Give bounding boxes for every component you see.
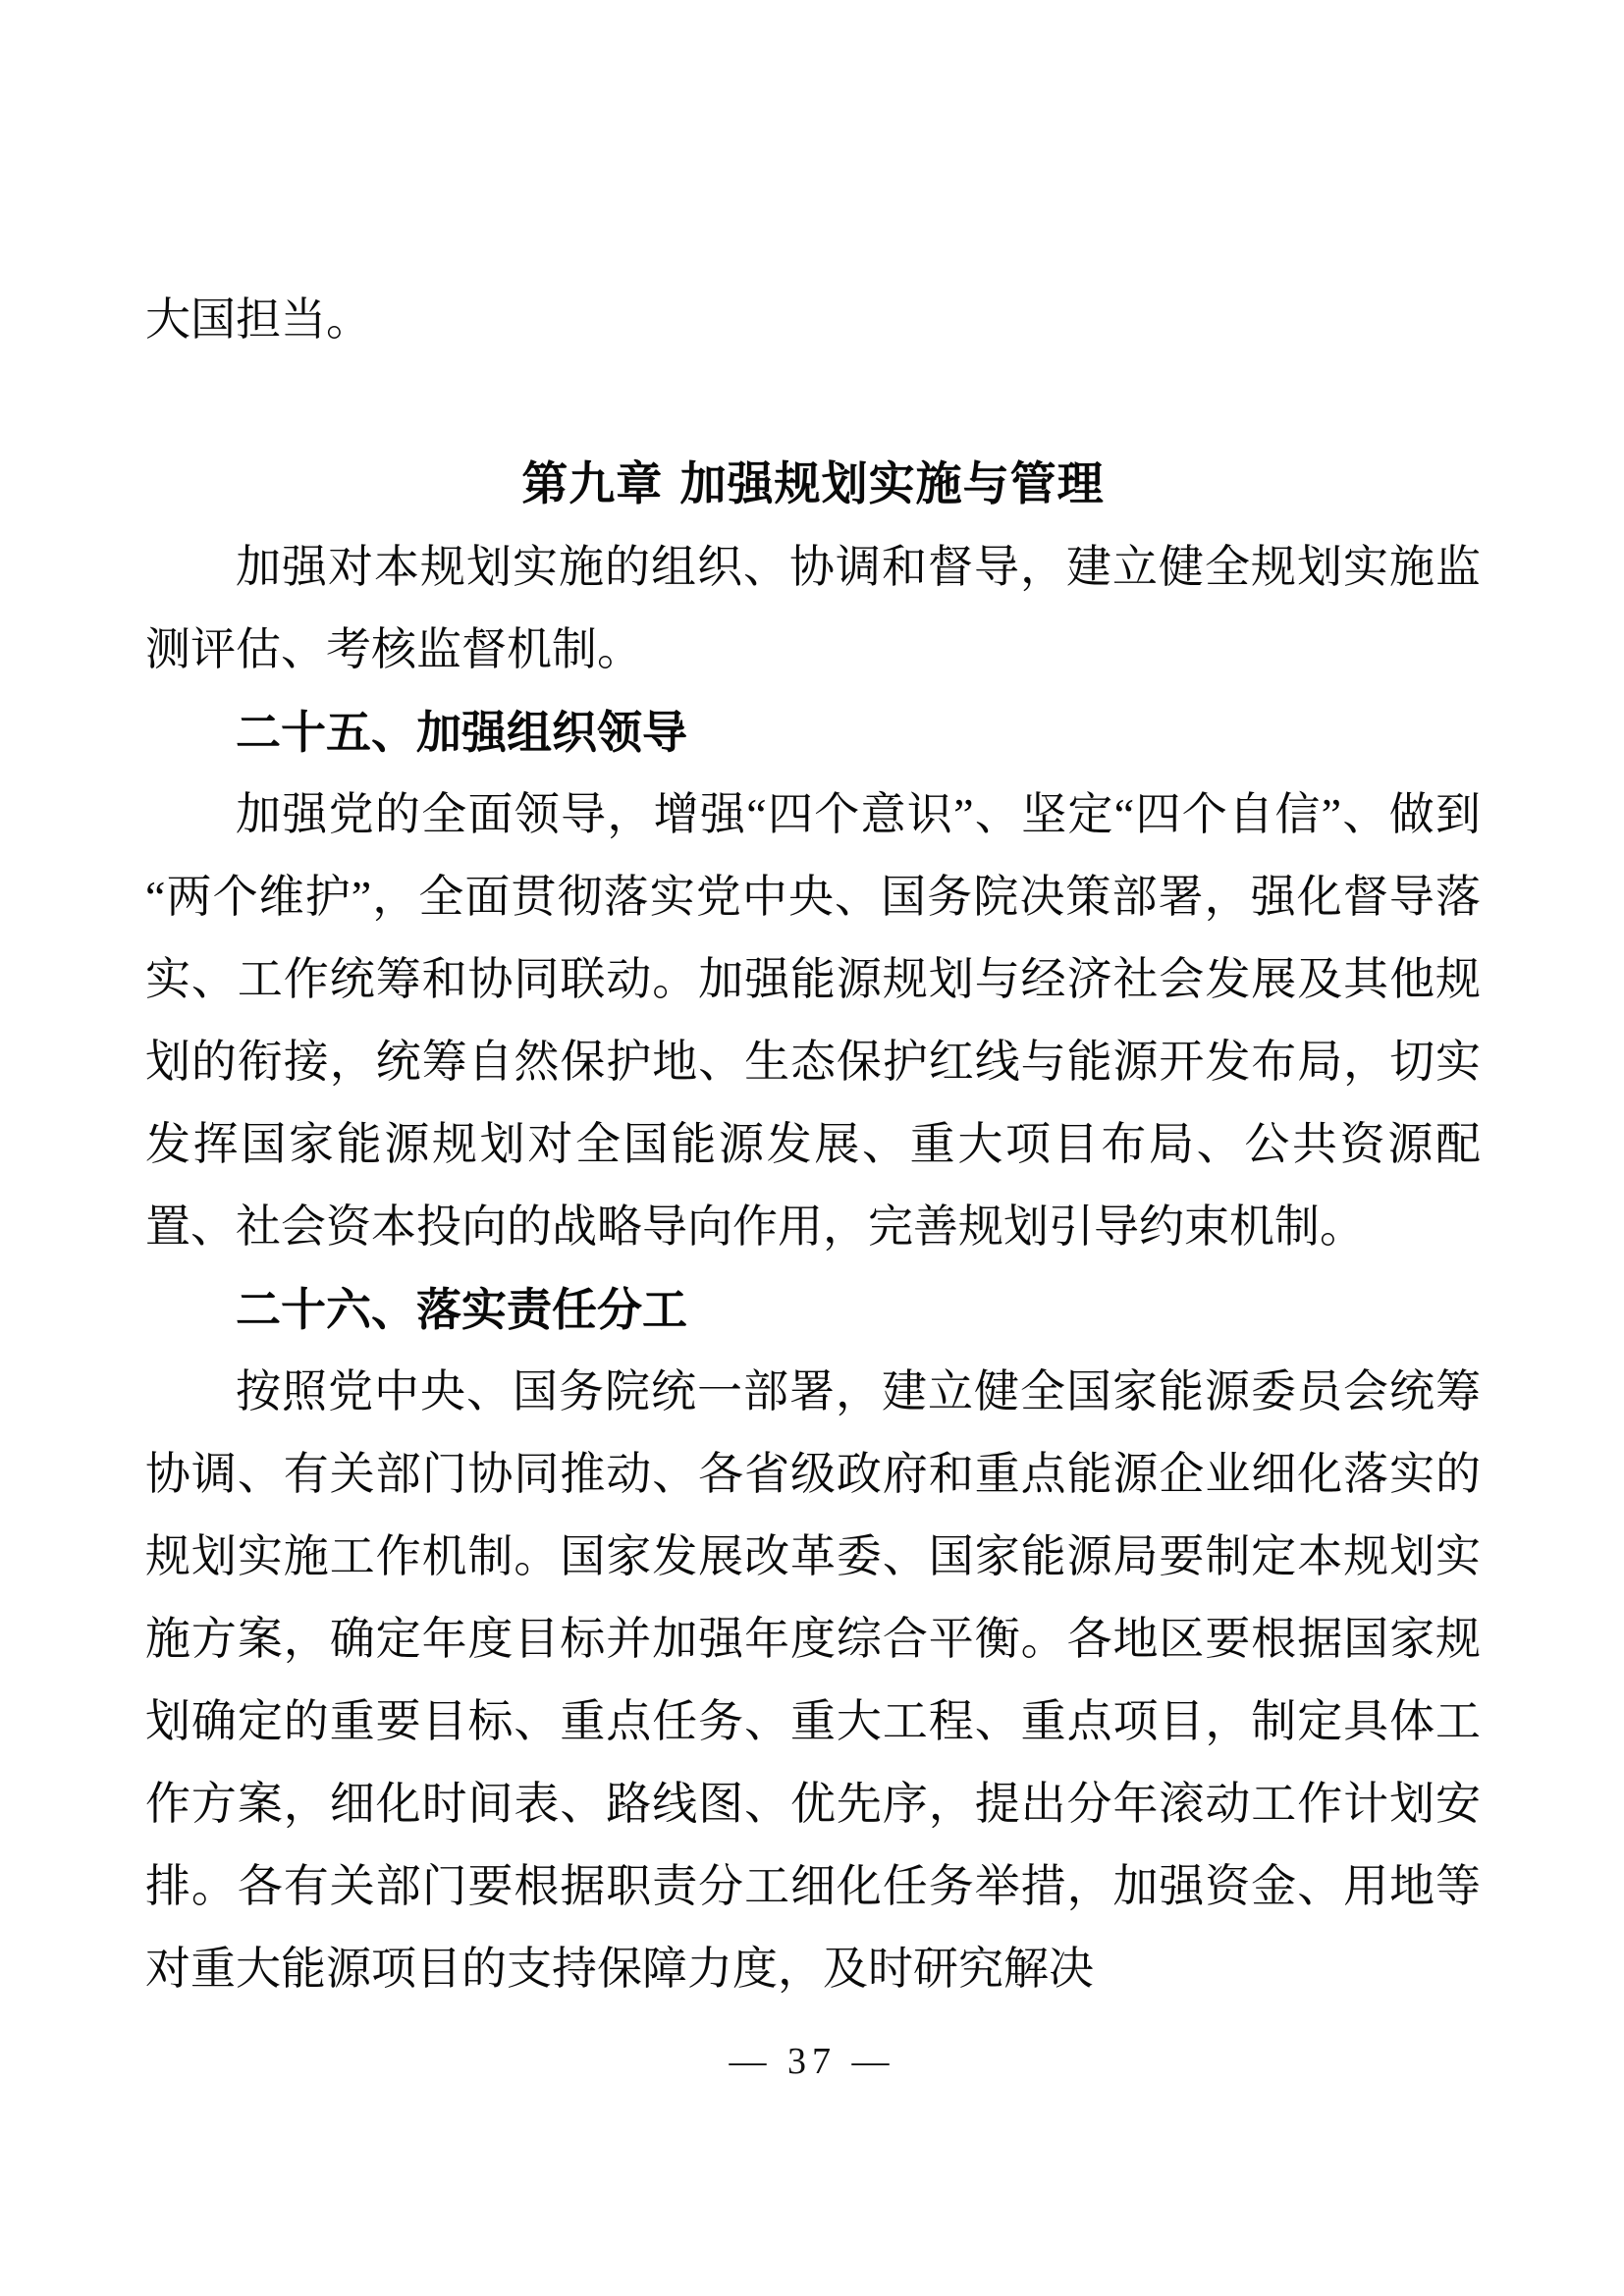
section-26-paragraph: 按照党中央、国务院统一部署，建立健全国家能源委员会统筹协调、有关部门协同推动、各省级政府和重点能源企业细化落实的规划实施工作机制。国家发展改革委、国家能源局要制定本规划实施方案，确定年度目标并加强年度综合平衡。各地区要根据国家规划确定的重要目标、重点任务、重大工程、重点项目，制定具体工作方案，细化时间表、路线图、优先序，提出分年滚动工作计划安排。各有关部门要根据职责分工细化任务举措，加强资金、用地等对重大能源项目的支持保障力度，及时研究解决 <box>145 1366 1481 1994</box>
chapter-lead-paragraph: 加强对本规划实施的组织、协调和督导，建立健全规划实施监测评估、考核监督机制。 <box>145 542 1481 674</box>
section-heading-25: 二十五、加强组织领导 <box>236 706 687 759</box>
section-25-paragraph: 加强党的全面领导，增强“四个意识”、坚定“四个自信”、做到“两个维护”，全面贯彻落实党中央、国务院决策部署，强化督导落实、工作统筹和协同联动。加强能源规划与经济社会发展及其他规划的衔接，统筹自然保护地、生态保护红线与能源开发布局，切实发挥国家能源规划对全国能源发展、重大项目布局、公共资源配置、社会资本投向的战略导向作用，完善规划引导约束机制。 <box>145 789 1481 1252</box>
chapter-title: 第九章 加强规划实施与管理 <box>521 457 1105 511</box>
page-number: — 37 — <box>729 2041 895 2082</box>
section-heading-26: 二十六、落实责任分工 <box>236 1283 687 1336</box>
carryover-paragraph-end: 大国担当。 <box>145 294 371 345</box>
